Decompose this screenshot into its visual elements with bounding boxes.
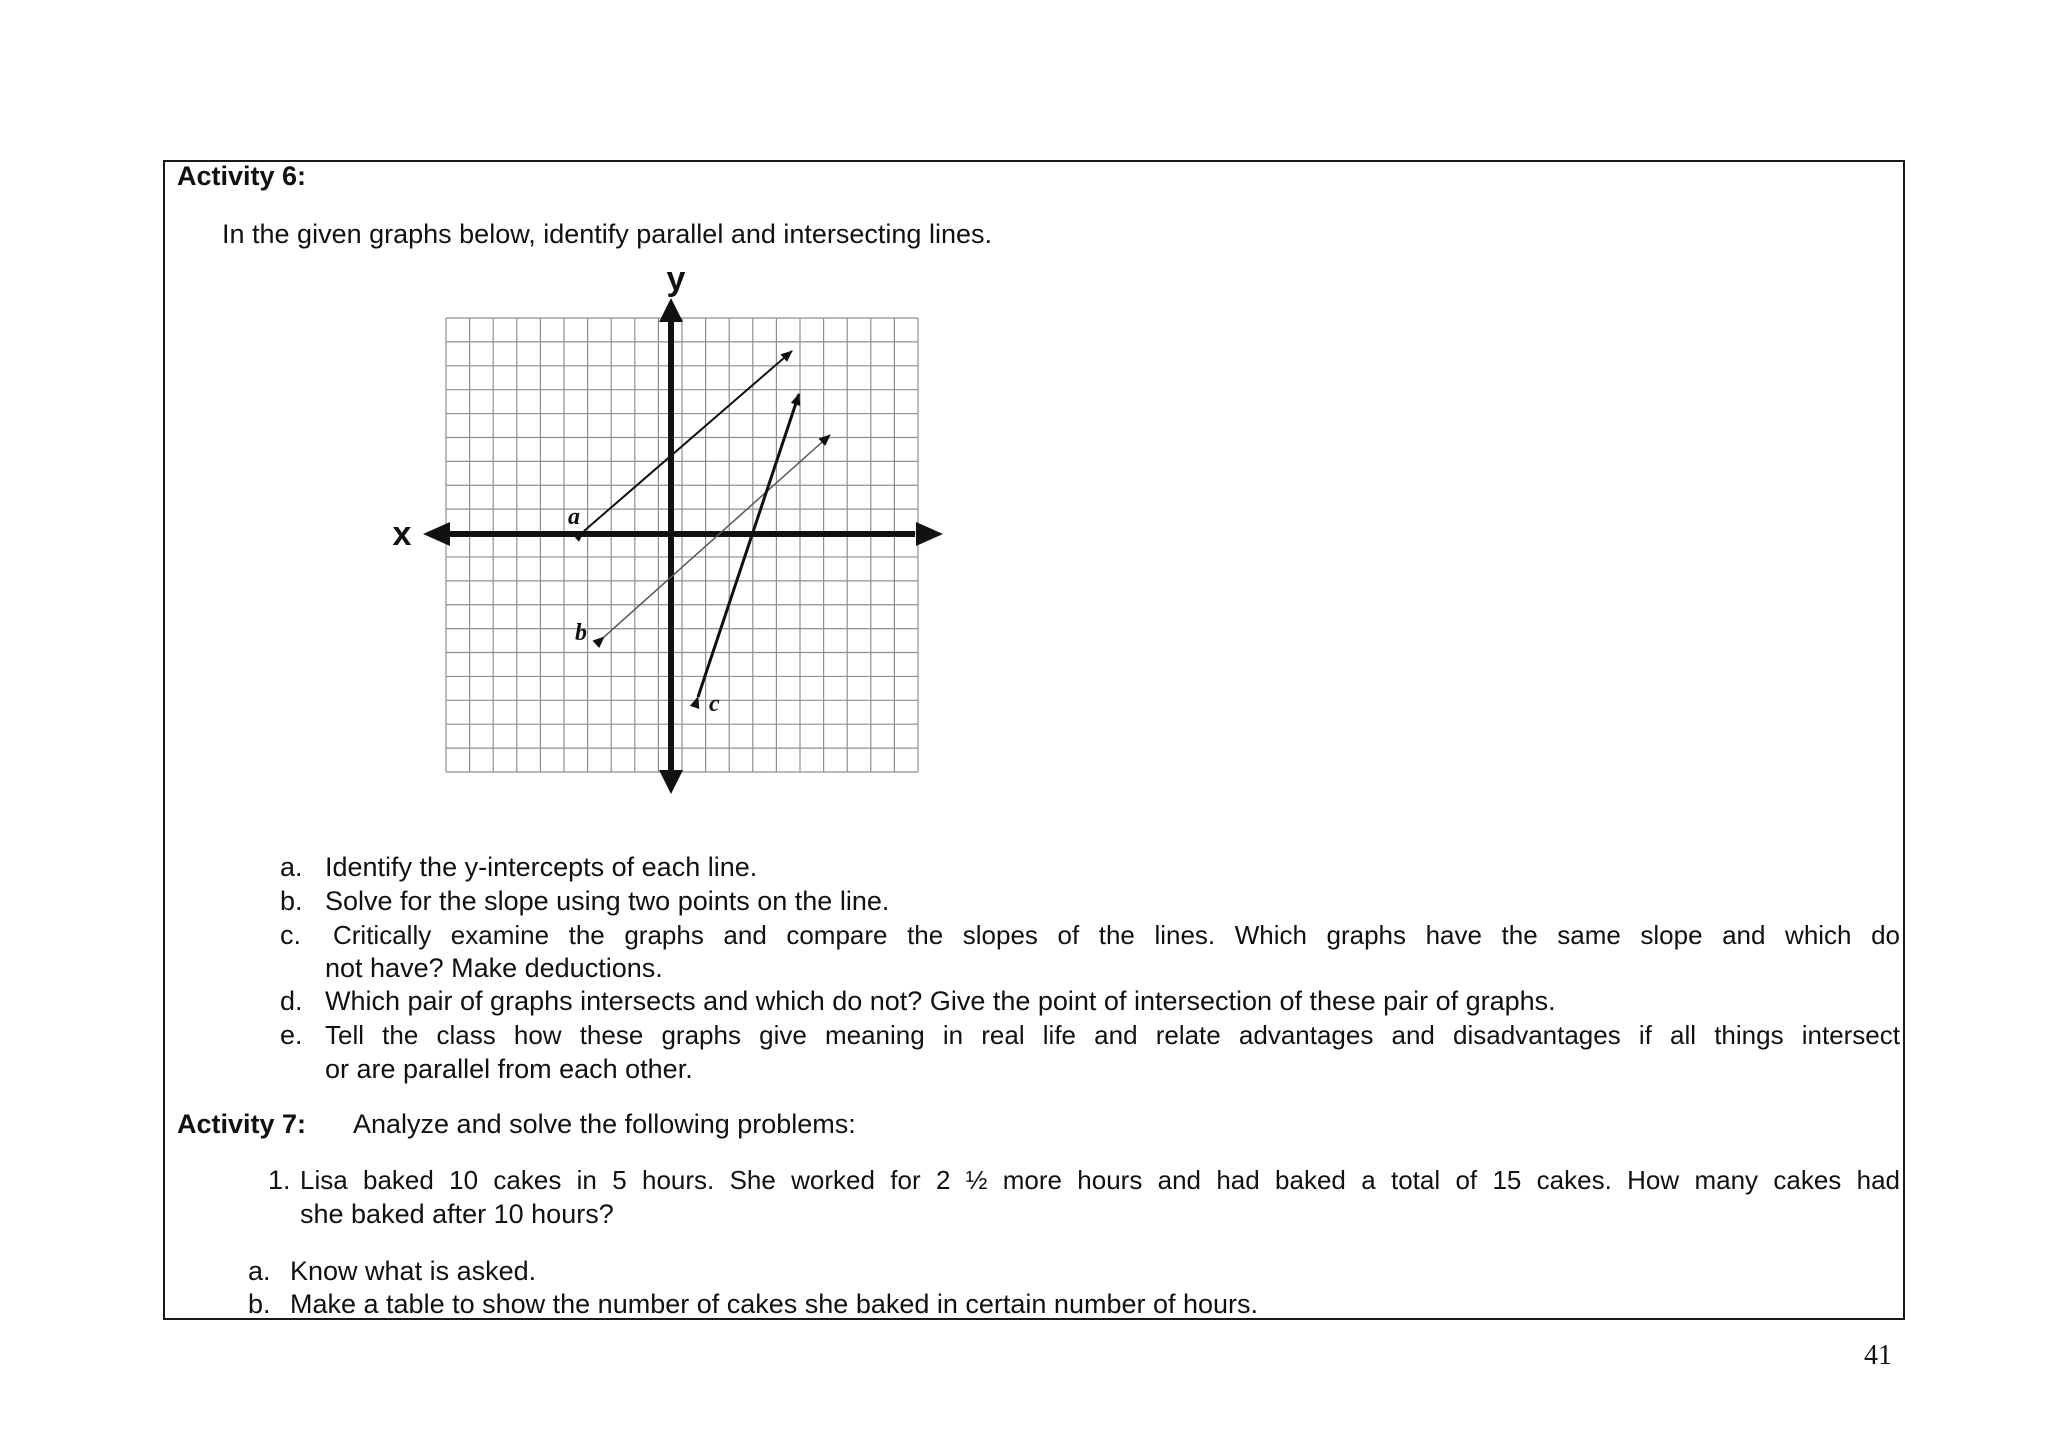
line-b-label: b xyxy=(575,620,587,646)
y-axis xyxy=(659,298,683,794)
question-d-text: Which pair of graphs intersects and which do not? Give the point of intersection of these pair of graphs. xyxy=(325,986,1556,1016)
question-marker: a. xyxy=(280,852,303,882)
x-axis-label: x xyxy=(392,515,412,553)
activity-7-heading: Activity 7: xyxy=(177,1109,307,1139)
question-c xyxy=(280,918,301,952)
question-e-line1: Tell the class how these graphs give meaning in real life and relate advantages and disadvantages if all things intersect xyxy=(325,1020,1900,1050)
question-e xyxy=(280,1018,303,1052)
activity-7-instruction: Analyze and solve the following problems: xyxy=(353,1109,856,1139)
question-marker: c. xyxy=(280,920,302,950)
problem-1-marker: 1. xyxy=(268,1165,291,1195)
question-b-text: Solve for the slope using two points on the line. xyxy=(325,886,890,916)
problem-1-line1: Lisa baked 10 cakes in 5 hours. She worked for 2 ½ more hours and had baked a total of 15 cakes. How many cakes had xyxy=(300,1165,1900,1195)
question-a xyxy=(280,850,303,884)
x-axis xyxy=(423,522,943,546)
task-a-marker: a. xyxy=(248,1256,271,1286)
y-axis-label: y xyxy=(666,260,686,298)
question-marker: b. xyxy=(280,886,303,916)
page-number: 41 xyxy=(1864,1340,1892,1371)
coordinate-graph xyxy=(385,258,945,798)
line-c-label: c xyxy=(709,691,720,717)
question-marker: d. xyxy=(280,986,303,1016)
question-marker: e. xyxy=(280,1020,303,1050)
problem-1-line2: she baked after 10 hours? xyxy=(300,1199,614,1229)
question-c-line2: not have? Make deductions. xyxy=(325,953,663,983)
task-b-text: Make a table to show the number of cakes she baked in certain number of hours. xyxy=(290,1289,1259,1319)
activity-6-heading: Activity 6: xyxy=(177,161,307,191)
task-b-marker: b. xyxy=(248,1289,271,1319)
question-d xyxy=(280,984,303,1018)
line-c xyxy=(698,394,799,697)
question-b xyxy=(280,884,303,918)
question-c-line1: Critically examine the graphs and compare the slopes of the lines. Which graphs have the same slope and which do xyxy=(333,920,1900,950)
task-a-text: Know what is asked. xyxy=(290,1256,537,1286)
line-a-label: a xyxy=(568,504,580,530)
grid-lines xyxy=(446,318,918,772)
activity-6-instruction: In the given graphs below, identify parallel and intersecting lines. xyxy=(222,219,992,249)
question-e-line2: or are parallel from each other. xyxy=(325,1054,693,1084)
question-a-text: Identify the y-intercepts of each line. xyxy=(325,852,758,882)
